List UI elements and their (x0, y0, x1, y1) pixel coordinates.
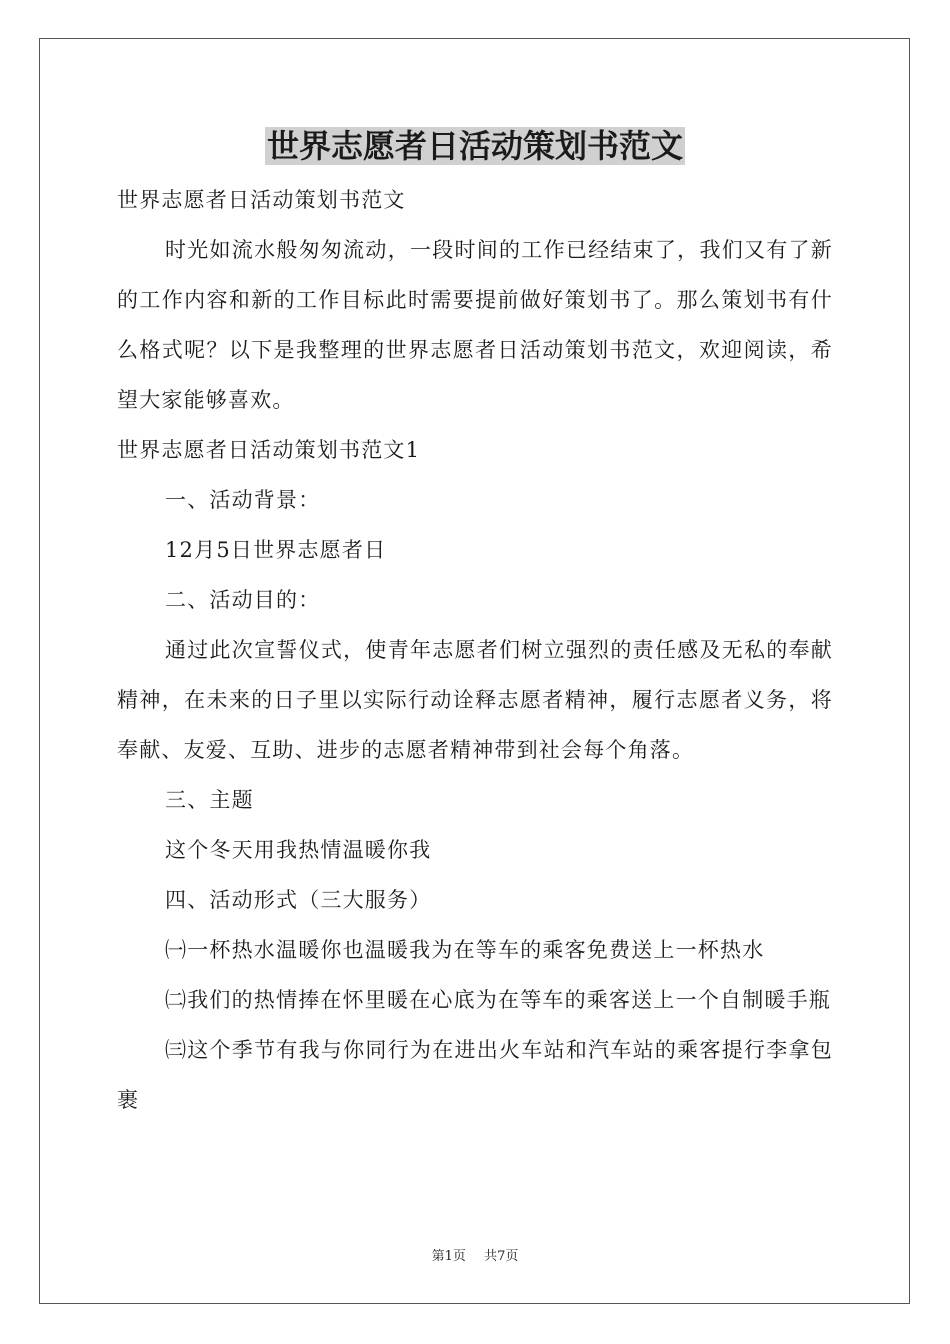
document-title-text: 世界志愿者日活动策划书范文 (266, 127, 683, 165)
heading-theme: 三、主题 (165, 788, 254, 812)
page-number: 第1页 (431, 1249, 466, 1264)
service-item-3: ㈢这个季节有我与你同行为在进出火车站和汽车站的乘客提行李拿包裹 (117, 1038, 833, 1112)
page-total: 共7页 (484, 1249, 519, 1264)
service-item-2: ㈡我们的热情捧在怀里暖在心底为在等车的乘客送上一个自制暖手瓶 (165, 988, 831, 1012)
document-title (0, 124, 950, 168)
theme-text: 这个冬天用我热情温暖你我 (165, 838, 432, 862)
service-item-1: ㈠一杯热水温暖你也温暖我为在等车的乘客免费送上一杯热水 (165, 938, 765, 962)
intro-paragraph: 时光如流水般匆匆流动，一段时间的工作已经结束了，我们又有了新的工作内容和新的工作目标此时需要提前做好策划书了。那么策划书有什么格式呢？以下是我整理的世界志愿者日活动策划书范文，欢迎阅读，希望大家能够喜欢。 (117, 238, 833, 412)
subtitle-line: 世界志愿者日活动策划书范文 (117, 188, 406, 212)
heading-format: 四、活动形式（三大服务） (165, 888, 432, 912)
heading-background: 一、活动背景： (165, 488, 321, 512)
background-text: 12月5日世界志愿者日 (165, 538, 387, 562)
document-body (117, 175, 833, 1125)
page-footer (0, 1248, 950, 1266)
purpose-text: 通过此次宣誓仪式，使青年志愿者们树立强烈的责任感及无私的奉献精神，在未来的日子里以实际行动诠释志愿者精神，履行志愿者义务，将奉献、友爱、互助、进步的志愿者精神带到社会每个角落。 (117, 638, 833, 762)
section-heading: 世界志愿者日活动策划书范文1 (117, 438, 421, 462)
heading-purpose: 二、活动目的： (165, 588, 321, 612)
